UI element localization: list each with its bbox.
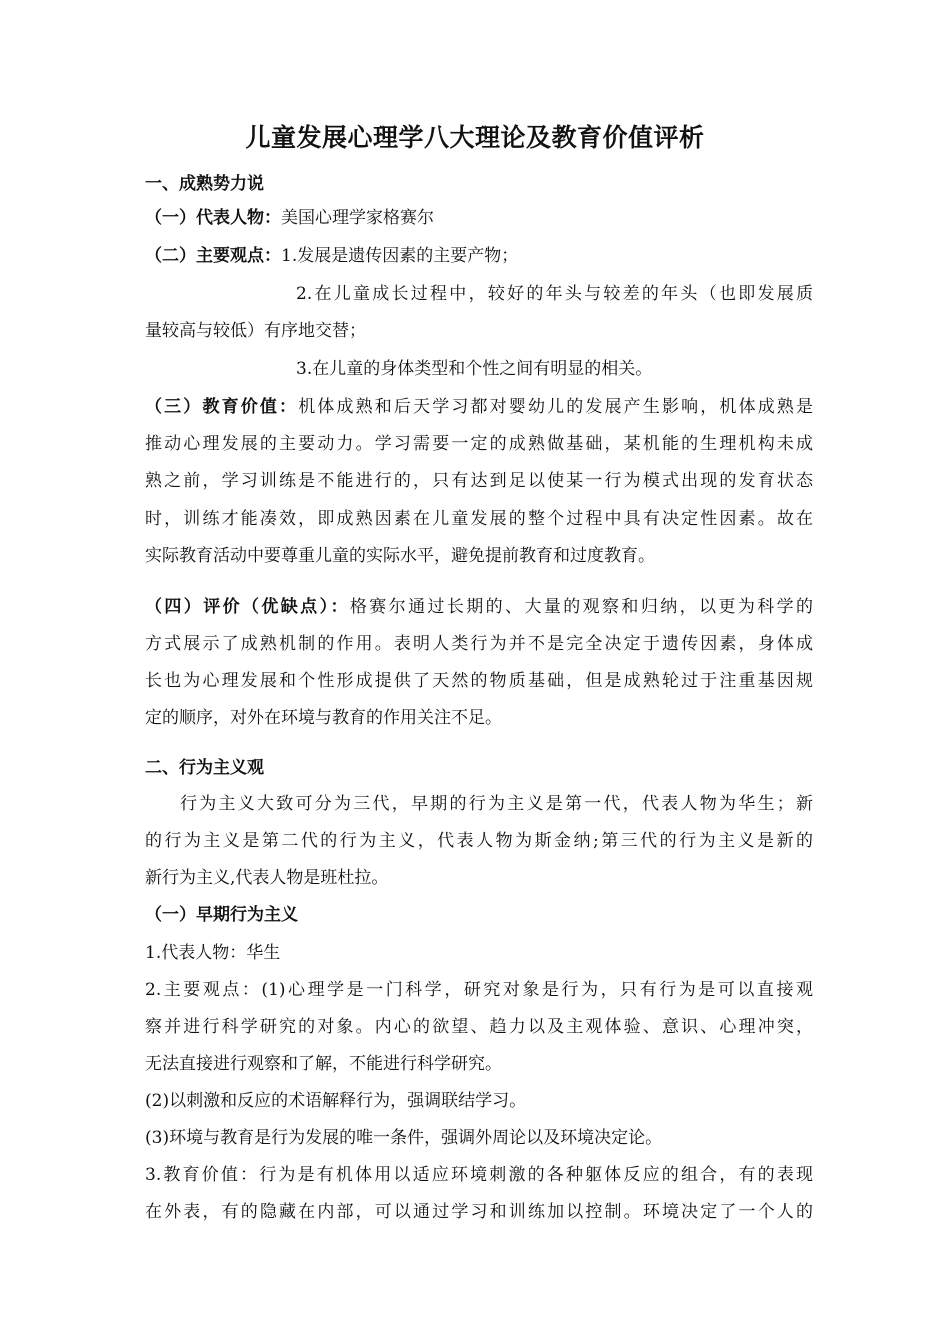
s1-evaluation-4: 定的顺序，对外在环境与教育的作用关注不足。 [145,708,502,728]
s1-viewpoint-line-1 [145,244,813,268]
s1-viewpoint-2b: 量较高与较低）有序地交替； [145,321,366,341]
s1-representative-label: （一）代表人物： [145,208,281,228]
s2-viewpoint-1: 2.主要观点：(1)心理学是一门科学，研究对象是行为，只有行为是可以直接观 [145,980,813,1000]
s1-viewpoint-2a: 2.在儿童成长过程中，较好的年头与较差的年头（也即发展质 [296,284,813,304]
s2-education-2: 在外表，有的隐藏在内部，可以通过学习和训练加以控制。环境决定了一个人的 [145,1202,813,1222]
s1-viewpoint-label: （二）主要观点： [145,246,281,266]
s2-representative: 1.代表人物：华生 [145,943,281,963]
s1-viewpoint-1: 1.发展是遗传因素的主要产物； [281,246,519,266]
s1-education-line-1 [145,395,813,419]
s1-education-2: 推动心理发展的主要动力。学习需要一定的成熟做基础，某机能的生理机构未成 [145,434,813,454]
s1-evaluation-2: 方式展示了成熟机制的作用。表明人类行为并不是完全决定于遗传因素，身体成 [145,634,813,654]
s1-evaluation-line-1 [145,595,813,619]
s1-representative-text: 美国心理学家格赛尔 [281,208,434,228]
s2-intro-3: 新行为主义,代表人物是班杜拉。 [145,868,389,888]
s1-evaluation-3: 长也为心理发展和个性形成提供了天然的物质基础，但是成熟轮过于注重基因规 [145,671,813,691]
s1-education-4: 时，训练才能凑效，即成熟因素在儿童发展的整个过程中具有决定性因素。故在 [145,509,813,529]
s1-education-5: 实际教育活动中要尊重儿童的实际水平，避免提前教育和过度教育。 [145,546,655,566]
s2-intro-1: 行为主义大致可分为三代，早期的行为主义是第一代，代表人物为华生；新 [180,794,813,814]
s1-education-3: 熟之前，学习训练是不能进行的，只有达到足以使某一行为模式出现的发育状态 [145,471,813,491]
s2-intro-2: 的行为主义是第二代的行为主义，代表人物为斯金纳;第三代的行为主义是新的 [145,831,813,851]
s2-viewpoint-5: (3)环境与教育是行为发展的唯一条件，强调外周论以及环境决定论。 [145,1128,663,1148]
s2-education-1: 3.教育价值：行为是有机体用以适应环境刺激的各种躯体反应的组合，有的表现 [145,1165,813,1185]
s1-evaluation-label: （四）评价（优缺点）： [145,597,350,617]
s2-viewpoint-2: 察并进行科学研究的对象。内心的欲望、趋力以及主观体验、意识、心理冲突， [145,1017,813,1037]
document-title: 儿童发展心理学八大理论及教育价值评析 [245,123,705,152]
section-1-heading: 一、成熟势力说 [145,174,264,194]
section-2-heading: 二、行为主义观 [145,758,264,778]
s2-subheading-early: （一）早期行为主义 [145,905,298,925]
s1-evaluation-1: 格赛尔通过长期的、大量的观察和归纳，以更为科学的 [349,597,814,617]
s2-viewpoint-3: 无法直接进行观察和了解，不能进行科学研究。 [145,1054,502,1074]
s1-viewpoint-3: 3.在儿童的身体类型和个性之间有明显的相关。 [296,359,653,379]
s1-education-1: 机体成熟和后天学习都对婴幼儿的发展产生影响，机体成熟是 [298,397,814,417]
s1-representative-line [145,206,813,230]
s1-education-label: （三）教育价值： [145,397,299,417]
s2-viewpoint-4: (2)以刺激和反应的术语解释行为，强调联结学习。 [145,1091,527,1111]
